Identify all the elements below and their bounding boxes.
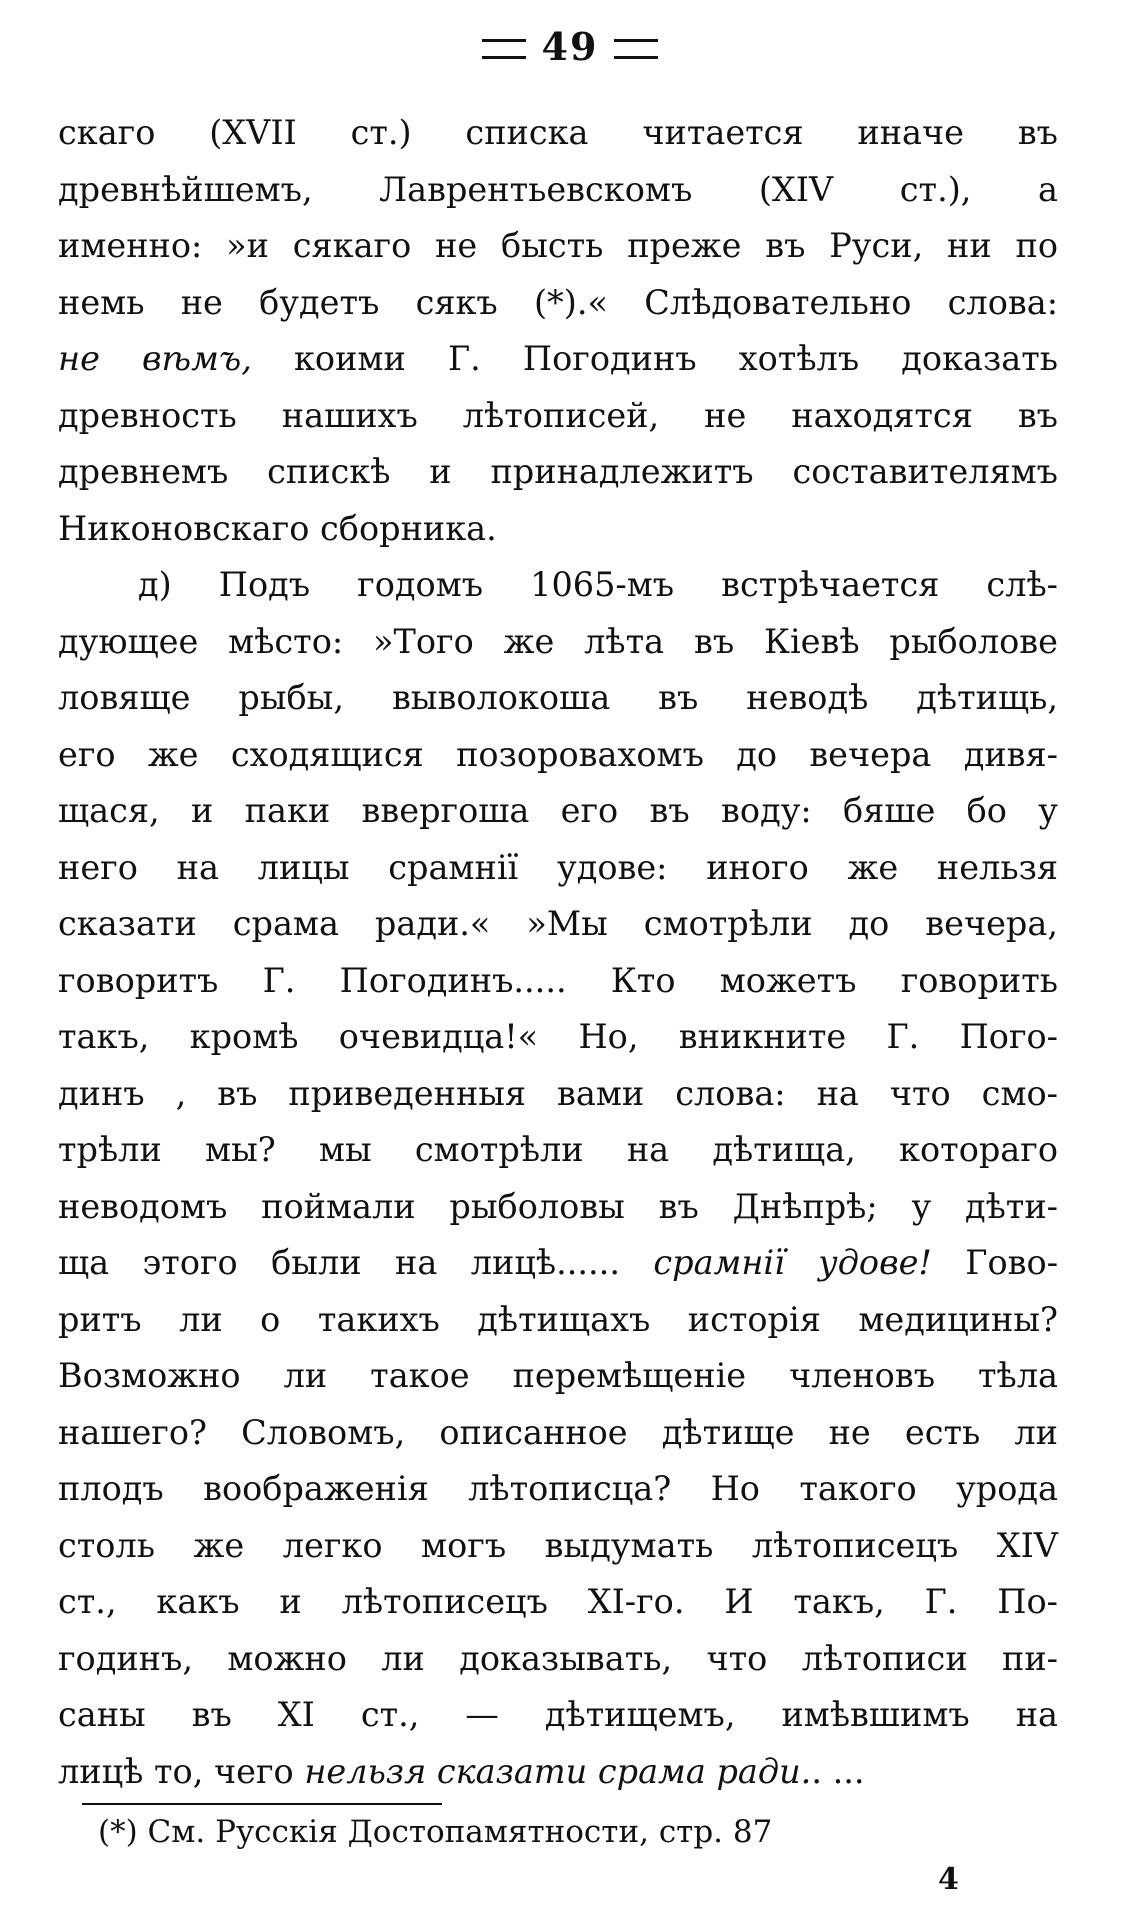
body-text <box>58 105 1058 1800</box>
text-line <box>58 1631 1058 1688</box>
right-ornament-rule <box>614 39 658 59</box>
text-run: скаго (XVII ст.) списка читается иначе въ <box>58 113 1058 152</box>
text-run: немь не будетъ сякъ (*).« Слѣдовательно слова: <box>58 282 1058 322</box>
text-run: Гово- <box>931 1243 1059 1282</box>
text-line <box>58 1179 1058 1236</box>
text-line <box>58 1122 1058 1179</box>
text-line <box>58 1235 1058 1292</box>
text-run: дующее мѣсто: »Того же лѣта въ Кіевѣ рыболове <box>58 621 1058 661</box>
text-run: древнѣйшемъ, Лаврентьевскомъ (XIV ст.), а <box>58 169 1058 209</box>
text-run: Никоновскаго сборника. <box>58 508 497 548</box>
text-run: неводомъ поймали рыболовы въ Днѣпрѣ; у дѣти- <box>58 1186 1058 1226</box>
text-line <box>58 1687 1058 1744</box>
text-line <box>58 1066 1058 1123</box>
text-line <box>58 1405 1058 1462</box>
text-run: трѣли мы? мы смотрѣли на дѣтища, котораго <box>58 1130 1058 1169</box>
text-run: плодъ воображенія лѣтописца? Но такого урода <box>58 1469 1058 1508</box>
page-number: 49 <box>541 24 599 69</box>
text-line <box>58 105 1058 162</box>
text-run: ст., какъ и лѣтописецъ XI-го. И такъ, Г. По- <box>58 1582 1058 1621</box>
text-run: сказати срама ради.« »Мы смотрѣли до вечера, <box>58 904 1058 943</box>
text-line <box>58 501 1058 558</box>
text-run: годинъ, можно ли доказывать, что лѣтописи пи- <box>58 1638 1058 1678</box>
text-line <box>58 444 1058 501</box>
text-line <box>58 218 1058 275</box>
text-line <box>58 953 1058 1010</box>
text-line <box>58 1292 1058 1349</box>
text-run: ловяще рыбы, выволокоша въ неводѣ дѣтищь, <box>58 678 1058 717</box>
text-line <box>58 783 1058 840</box>
text-line <box>58 727 1058 784</box>
italic-text: нельзя сказати срама ради. <box>304 1751 812 1791</box>
text-run: саны въ XI ст., — дѣтищемъ, имѣвшимъ на <box>58 1695 1058 1734</box>
footnote-divider <box>82 1803 442 1805</box>
text-line <box>58 896 1058 953</box>
text-run: говоритъ Г. Погодинъ..... Кто можетъ говорить <box>58 960 1058 1000</box>
text-line <box>58 162 1058 219</box>
text-line <box>58 614 1058 671</box>
text-run: именно: »и сякаго не бысть преже въ Руси, ни по <box>58 226 1058 265</box>
text-run: нашего? Словомъ, описанное дѣтище не есть ли <box>58 1412 1058 1452</box>
text-run: щася, и паки ввергоша его въ воду: бяше бо у <box>58 791 1058 830</box>
italic-text: не вѣмъ, <box>58 339 252 378</box>
text-run: такъ, кромѣ очевидца!« Но, вникните Г. Пого- <box>58 1017 1058 1056</box>
text-run: него на лицы срамнії удове: иного же нельзя <box>58 847 1058 887</box>
text-run: ща этого были на лицѣ...... <box>58 1243 654 1282</box>
text-line <box>58 1518 1058 1575</box>
left-ornament-rule <box>482 39 526 59</box>
text-line <box>58 1744 1058 1801</box>
text-line <box>58 670 1058 727</box>
text-run: столь же легко могъ выдумать лѣтописецъ XIV <box>58 1525 1058 1565</box>
text-line <box>58 331 1058 388</box>
text-run: . ... <box>811 1751 865 1791</box>
text-line <box>58 1461 1058 1518</box>
footnote: (*) См. Русскія Достопамятности, стр. 87 <box>98 1814 773 1850</box>
text-run: ритъ ли о такихъ дѣтищахъ исторія медицины? <box>58 1299 1058 1339</box>
page-header <box>0 24 1140 69</box>
text-line <box>58 1574 1058 1631</box>
text-run: коими Г. Погодинъ хотѣлъ доказать <box>251 339 1058 378</box>
italic-text: срамнії удове! <box>653 1243 932 1282</box>
text-run: динъ , въ приведенныя вами слова: на что смо- <box>58 1073 1058 1113</box>
text-line <box>58 1009 1058 1066</box>
text-run: древность нашихъ лѣтописей, не находятся въ <box>58 395 1058 435</box>
text-line <box>58 557 1058 614</box>
text-line <box>58 840 1058 897</box>
text-run: д) Подъ годомъ 1065-мъ встрѣчается слѣ- <box>138 565 1058 604</box>
signature-mark: 4 <box>938 1862 959 1897</box>
text-run: Возможно ли такое перемѣщеніе членовъ тѣла <box>58 1356 1058 1395</box>
text-run: его же сходящися позоровахомъ до вечера дивя- <box>58 734 1058 774</box>
text-line <box>58 1348 1058 1405</box>
text-line <box>58 275 1058 332</box>
text-line <box>58 388 1058 445</box>
text-run: древнемъ спискѣ и принадлежитъ составителямъ <box>58 452 1058 491</box>
text-run: лицѣ то, чего <box>58 1751 305 1791</box>
